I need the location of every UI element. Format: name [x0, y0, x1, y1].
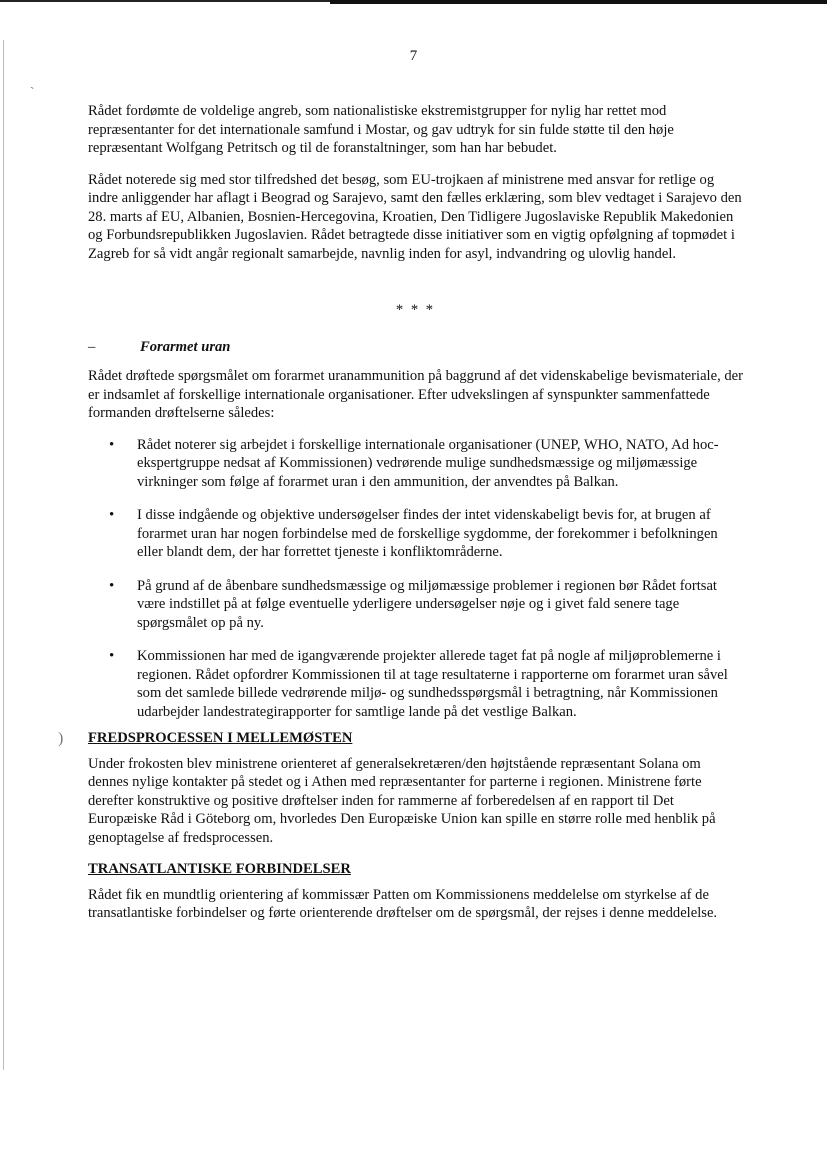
list-item: • I disse indgående og objektive undersøgelser findes der intet videnskabeligt bevis for, at brugen af forarmet uran har nogen forbindelse med de forskellige sygdomme, der forekommer i befolkningen eller blandt dem, der har forrettet tjeneste i konfliktområderne. [137, 506, 743, 562]
section-separator: * * * [395, 302, 436, 318]
paragraph-mostar: Rådet fordømte de voldelige angreb, som nationalistiske ekstremistgrupper for nylig har rettet mod repræsentanter for det internationale samfund i Mostar, og gav udtryk for sin fulde støtte til den høje repræsentant Wolfgang Petritsch og til de foranstaltninger, som han har bebudet. [88, 103, 674, 156]
list-item: • Rådet noterer sig arbejdet i forskellige internationale organisationer (UNEP, WHO, NATO, Ad hoc-ekspertgruppe nedsat af Kommissionen) vedrørende mulige sundhedsmæssige og miljømæssige virkninger som følge af forarmet uran i den ammunition, der anvendtes på Balkan. [137, 436, 743, 492]
list-item: • På grund af de åbenbare sundhedsmæssige og miljømæssige problemer i regionen bør Rådet fortsat være indstillet på at følge eventuelle yderligere undersøgelser nøje og i givet fald senere tage spørgsmålet op på ny. [137, 577, 743, 633]
uran-bullet-list [88, 436, 743, 722]
margin-mark-bracket: ) [58, 730, 64, 747]
top-rule-heavy [330, 0, 827, 4]
section-heading-mellemosten: FREDSPROCESSEN I MELLEMØSTEN [88, 730, 353, 746]
page-number: 7 [409, 48, 418, 64]
paragraph-transatlantiske: Rådet fik en mundtlig orientering af kommissær Patten om Kommissionens meddelelse om styrkelse af de transatlantiske forbindelser og førte orienterende drøftelser om de spørgsmål, der rejses i denne meddelelse. [88, 886, 718, 921]
section-heading-transatlantiske: TRANSATLANTISKE FORBINDELSER [88, 861, 351, 877]
topic-heading-uran [88, 338, 743, 357]
margin-mark-top: ` [30, 84, 35, 99]
paragraph-uran-intro: Rådet drøftede spørgsmålet om forarmet uranammunition på baggrund af det videnskabelige bevismateriale, der er indsamlet af forskellige internationale organisationer. Efter udvekslingen af synspunkter sammenfattede formanden drøftelserne således: [88, 368, 744, 421]
topic-dash: – [88, 338, 96, 355]
list-item: • Kommissionen har med de igangværende projekter allerede taget fat på nogle af miljøproblemerne i regionen. Rådet opfordrer Kommissionen til at tage resultaterne i rapporterne om forarmet uran såvel som det samlede billede vedrørende miljø- og sundhedsspørgsmål i betragtning, når Kommissionen udarbejder landestrategirapporter for samtlige lande på det vestlige Balkan. [137, 647, 743, 721]
paragraph-mellemosten: Under frokosten blev ministrene orienteret af generalsekretæren/den højtstående repræsentant Solana om dennes nylige kontakter på stedet og i Athen med repræsentanter for parterne i regionen. Ministrene førte derefter konstruktive og positive drøftelser inden for rammerne af forberedelsen af en rapport til Det Europæiske Råd i Göteborg om, hvorledes Den Europæiske Union kan spille en større rolle med henblik på genoptagelse af fredsprocessen. [88, 755, 716, 846]
document-body [88, 102, 743, 936]
paragraph-trojka: Rådet noterede sig med stor tilfredshed det besøg, som EU-trojkaen af ministrene med ansvar for retlige og indre anliggender har aflagt i Beograd og Sarajevo, samt den fælles erklæring, som blev vedtaget i Sarajevo den 28. marts af EU, Albanien, Bosnien-Hercegovina, Kroatien, Den Tidligere Jugoslaviske Republik Makedonien og Forbundsrepublikken Jugoslavien. Rådet betragtede disse initiativer som en vigtig opfølgning af topmødet i Zagreb for så vidt angår regionalt samarbejde, navnlig inden for asyl, indvandring og ulovlig handel. [88, 171, 742, 262]
left-margin-rule [3, 40, 4, 1070]
topic-title: Forarmet uran [140, 338, 231, 355]
